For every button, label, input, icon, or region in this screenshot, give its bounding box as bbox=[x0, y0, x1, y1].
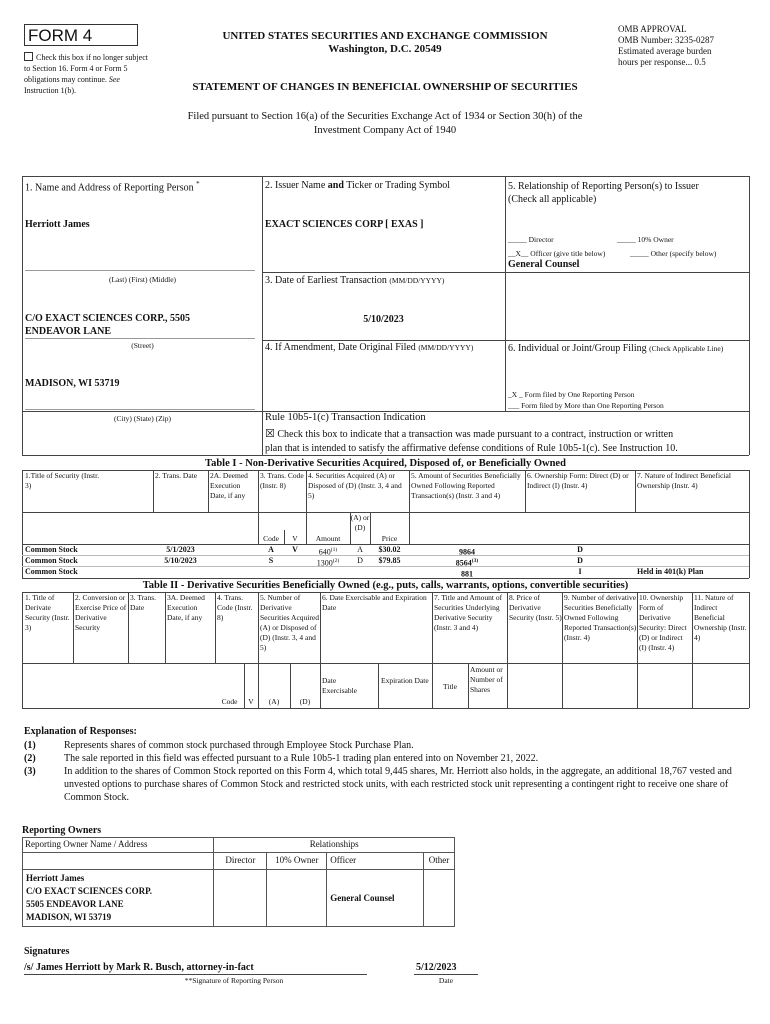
t2-col3-header: 3. Trans. Date bbox=[130, 593, 157, 612]
cell-code: A bbox=[268, 545, 274, 554]
rule-10b5-checkbox[interactable]: ☒ bbox=[265, 428, 275, 440]
cell-form: I bbox=[578, 567, 582, 576]
t2-col9-header: 9. Number of derivative Securities Beneficially Owned Following Reported Transaction(s) (Instr. 4) bbox=[564, 593, 637, 642]
box1-label: 1. Name and Address of Reporting Person * bbox=[25, 180, 200, 194]
cell-code: S bbox=[268, 556, 274, 565]
cell-v: V bbox=[292, 545, 298, 554]
ten-percent-owner-option[interactable]: _____ 10% Owner bbox=[617, 235, 674, 244]
explanation-item bbox=[24, 765, 744, 804]
t2-sub-code: Code bbox=[221, 697, 238, 706]
owners-col-ten-pct: 10% Owner bbox=[267, 853, 327, 870]
no-longer-subject-checkbox[interactable] bbox=[24, 52, 33, 61]
t2-col5-header: 5. Number of Derivative Securities Acquired (A) or Disposed of (D) (Instr. 3, 4 and 5) bbox=[260, 593, 319, 652]
explanation-item bbox=[24, 752, 744, 765]
signature-label: **Signature of Reporting Person bbox=[184, 976, 284, 985]
city-label: (City) (State) (Zip) bbox=[113, 414, 172, 423]
cell-aord: A bbox=[357, 545, 363, 554]
table1-title: Table I - Non-Derivative Securities Acquired, Disposed of, or Beneficially Owned bbox=[205, 458, 566, 469]
signature-date: 5/12/2023 bbox=[416, 962, 457, 973]
t1-col6-header: 6. Ownership Form: Direct (D) or Indirect (I) (Instr. 4) bbox=[527, 471, 629, 490]
box6-label: 6. Individual or Joint/Group Filing (Check Applicable Line) bbox=[508, 343, 724, 354]
t2-sub-title: Title bbox=[443, 682, 457, 691]
filed-pursuant-line-1: Filed pursuant to Section 16(a) of the Securities Exchange Act of 1934 or Section 30(h) of the bbox=[187, 111, 583, 122]
explanation-text: In addition to the shares of Common Stock reported on this Form 4, which total 9,445 shares, Mr. Herriott also holds, in the aggregate, an additional 18,767 vested and unvested options to purchase shares of Common Stock and restricted stock units, with each restricted stock unit representing a contingent right to receive one share of Common Stock. bbox=[64, 766, 732, 803]
signature-value: /s/ James Herriott by Mark R. Busch, attorney-in-fact bbox=[24, 962, 254, 973]
explanation-list bbox=[24, 739, 744, 804]
issuer-name: EXACT SCIENCES CORP [ EXAS ] bbox=[265, 219, 424, 230]
table-row bbox=[0, 567, 770, 578]
omb-approval bbox=[618, 24, 758, 68]
reporting-owners-title: Reporting Owners bbox=[22, 825, 102, 836]
omb-title: OMB APPROVAL bbox=[618, 24, 687, 34]
explanation-text: Represents shares of common stock purchased through Employee Stock Purchase Plan. bbox=[64, 740, 414, 751]
no-longer-subject-note: Check this box if no longer subject to Section 16. Form 4 or Form 5 obligations may continue. See Instruction 1(b). bbox=[24, 53, 148, 95]
reporting-person-name: Herriott James bbox=[25, 219, 90, 230]
cell-title: Common Stock bbox=[25, 567, 78, 576]
signatures-title: Signatures bbox=[24, 946, 70, 957]
t2-col6-header: 6. Date Exercisable and Expiration Date bbox=[322, 593, 427, 612]
filed-by-one-option[interactable]: _X _ Form filed by One Reporting Person bbox=[508, 390, 635, 399]
rule-10b5-text: ☒ Check this box to indicate that a transaction was made pursuant to a contract, instruction or written plan that is intended to satisfy the affirmative defense conditions of Rule 10b5-1(c). See Instruction 10. bbox=[265, 428, 678, 454]
t1-sub-amount: Amount bbox=[315, 534, 341, 543]
reporting-owners-table bbox=[22, 837, 455, 927]
t2-col11-header: 11. Nature of Indirect Beneficial Ownership (Instr. 4) bbox=[694, 593, 747, 642]
cell-owned: 881 bbox=[461, 569, 473, 579]
cell-price: $30.02 bbox=[378, 545, 401, 554]
cell-nature: Held in 401(k) Plan bbox=[637, 567, 704, 576]
street-label: (Street) bbox=[131, 341, 154, 350]
t2-sub-v: V bbox=[248, 697, 254, 706]
t1-sub-price: Price bbox=[381, 534, 398, 543]
cell-owned: 9864 bbox=[459, 547, 475, 557]
street-value-2: ENDEAVOR LANE bbox=[25, 326, 112, 337]
box4-label: 4. If Amendment, Date Original Filed (MM/DD/YYYY) bbox=[265, 342, 474, 353]
explanation-item bbox=[24, 739, 744, 752]
t2-col4-header: 4. Trans. Code (Instr. 8) bbox=[217, 593, 253, 622]
t1-col5-header: 5. Amount of Securities Beneficially Owned Following Reported Transaction(s) (Instr. 3 and 4) bbox=[411, 471, 521, 500]
explanation-title: Explanation of Responses: bbox=[24, 726, 137, 737]
street-value-1: C/O EXACT SCIENCES CORP., 5505 bbox=[25, 313, 191, 324]
officer-option[interactable]: __X__ Officer (give title below) bbox=[508, 249, 606, 258]
t2-col1-header: 1. Title of Derivate Security (Instr. 3) bbox=[25, 593, 70, 632]
statement-title: STATEMENT OF CHANGES IN BENEFICIAL OWNERSHIP OF SECURITIES bbox=[192, 81, 578, 93]
t2-sub-expiration: Expiration Date bbox=[381, 676, 429, 685]
t1-sub-aord: (A) or (D) bbox=[350, 513, 370, 532]
box3-label: 3. Date of Earliest Transaction (MM/DD/YYYY) bbox=[265, 275, 445, 286]
cell-amount: 640$^{(1)}$ bbox=[318, 547, 338, 557]
t2-sub-a: (A) bbox=[268, 697, 280, 706]
city-value: MADISON, WI 53719 bbox=[25, 378, 120, 389]
filed-by-more-option[interactable]: ___ Form filed by More than One Reporting Person bbox=[508, 401, 664, 410]
t2-col8-header: 8. Price of Derivative Security (Instr. 5) bbox=[509, 593, 562, 622]
name-parts-label: (Last) (First) (Middle) bbox=[108, 275, 177, 284]
owners-col-officer: Officer bbox=[327, 853, 424, 870]
cell-title: Common Stock bbox=[25, 545, 78, 554]
signature-date-label: Date bbox=[438, 976, 454, 985]
owners-col-name: Reporting Owner Name / Address bbox=[23, 838, 214, 853]
officer-title: General Counsel bbox=[508, 259, 580, 270]
t1-col2a-header: 2A. Deemed Execution Date, if any bbox=[210, 471, 248, 500]
t1-sub-code: Code bbox=[263, 534, 279, 543]
t2-sub-exercisable: Date Exercisable bbox=[322, 676, 357, 695]
owners-col-relationships: Relationships bbox=[214, 838, 455, 853]
t2-sub-amount: Amount or Number of Shares bbox=[470, 665, 503, 694]
cell-date: 5/10/2023 bbox=[164, 556, 197, 565]
t1-col4-header: 4. Securities Acquired (A) or Disposed of (D) (Instr. 3, 4 and 5) bbox=[308, 471, 402, 500]
owner-ten-pct-cell bbox=[267, 870, 327, 927]
earliest-transaction-date: 5/10/2023 bbox=[363, 314, 404, 325]
cell-price: $79.85 bbox=[378, 556, 401, 565]
t2-col7-header: 7. Title and Amount of Securities Underlying Derivative Security (Instr. 3 and 4) bbox=[434, 593, 503, 632]
t1-col2-header: 2. Trans. Date bbox=[155, 471, 198, 480]
cell-form: D bbox=[577, 556, 583, 565]
t1-col3-header: 3. Trans. Code (Instr. 8) bbox=[260, 471, 304, 490]
form-title: FORM 4 bbox=[28, 26, 93, 45]
owners-col-director: Director bbox=[214, 853, 267, 870]
omb-burden: Estimated average burden bbox=[618, 46, 712, 56]
t2-sub-d: (D) bbox=[299, 697, 311, 706]
cell-amount: 1300$^{(2)}$ bbox=[316, 558, 340, 568]
agency-city: Washington, D.C. 20549 bbox=[328, 43, 442, 55]
other-option[interactable]: _____ Other (specify below) bbox=[630, 249, 717, 258]
t2-col3a-header: 3A. Deemed Execution Date, if any bbox=[167, 593, 205, 622]
footnote-ref: (1) bbox=[330, 547, 338, 553]
owner-name-address: Herriott James C/O EXACT SCIENCES CORP. 5505 ENDEAVOR LANE MADISON, WI 53719 bbox=[23, 870, 214, 927]
cell-date: 5/1/2023 bbox=[166, 545, 195, 554]
omb-hours: hours per response... 0.5 bbox=[618, 57, 706, 67]
explanation-number: (1) bbox=[24, 740, 36, 751]
t2-col2-header: 2. Conversion or Exercise Price of Derivative Security bbox=[75, 593, 127, 632]
explanation-number: (3) bbox=[24, 766, 36, 777]
explanation-number: (2) bbox=[24, 753, 36, 764]
omb-number: OMB Number: 3235-0287 bbox=[618, 35, 714, 45]
explanation-text: The sale reported in this field was effected pursuant to a Rule 10b5-1 trading plan entered into on November 21, 2022. bbox=[64, 753, 539, 764]
owner-director-cell bbox=[214, 870, 267, 927]
director-option[interactable]: _____ Director bbox=[508, 235, 554, 244]
filed-pursuant-line-2: Investment Company Act of 1940 bbox=[313, 125, 457, 136]
cell-owned: 8564$^{(3)}$ bbox=[455, 558, 479, 568]
owner-other-cell bbox=[424, 870, 455, 927]
owner-officer-cell: General Counsel bbox=[327, 870, 424, 927]
rule-10b5-title: Rule 10b5-1(c) Transaction Indication bbox=[265, 412, 426, 423]
cell-form: D bbox=[577, 545, 583, 554]
footnote-ref: (2) bbox=[332, 558, 340, 564]
table2-title: Table II - Derivative Securities Beneficially Owned (e.g., puts, calls, warrants, options, convertible securities) bbox=[142, 580, 629, 591]
t1-sub-v: V bbox=[292, 534, 298, 543]
footnote-ref: (3) bbox=[471, 558, 479, 564]
box2-label: 2. Issuer Name and Ticker or Trading Symbol bbox=[265, 180, 451, 191]
form-title-box bbox=[24, 24, 138, 46]
agency-name: UNITED STATES SECURITIES AND EXCHANGE COMMISSION bbox=[222, 30, 548, 42]
owners-col-other: Other bbox=[424, 853, 455, 870]
cell-aord: D bbox=[357, 556, 363, 565]
box5-label: 5. Relationship of Reporting Person(s) to Issuer (Check all applicable) bbox=[508, 181, 699, 205]
cell-title: Common Stock bbox=[25, 556, 78, 565]
t1-col7-header: 7. Nature of Indirect Beneficial Ownership (Instr. 4) bbox=[637, 471, 731, 490]
t2-col10-header: 10. Ownership Form of Derivative Security: Direct (D) or Indirect (I) (Instr. 4) bbox=[639, 593, 687, 652]
t1-col1-header: 1.Title of Security (Instr. 3) bbox=[25, 471, 100, 490]
